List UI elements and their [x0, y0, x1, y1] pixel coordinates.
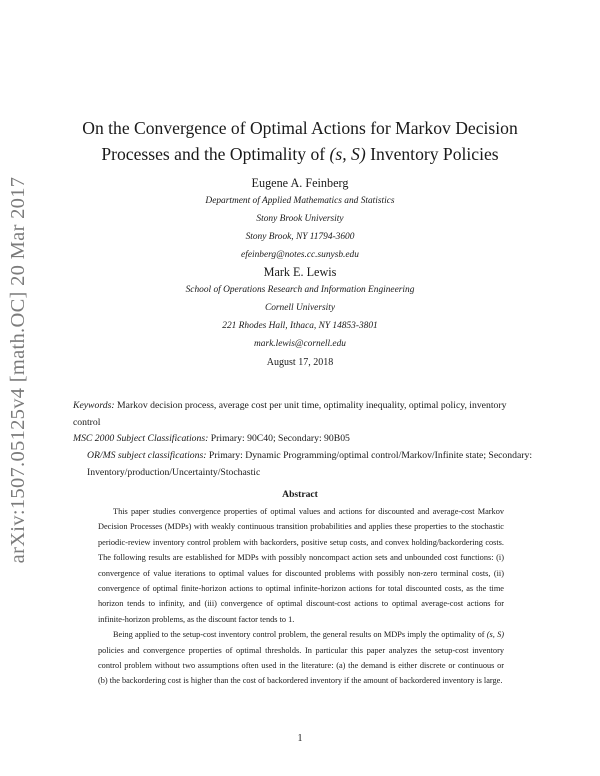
keywords-label: Keywords: [73, 400, 115, 411]
abstract-body [98, 504, 504, 689]
msc-label: MSC 2000 Subject Classifications: [73, 433, 209, 444]
author-1-name: Eugene A. Feinberg [251, 176, 349, 190]
orms-label: OR/MS subject classifications: [87, 450, 207, 461]
author-2-department: School of Operations Research and Information Engineering [185, 285, 415, 295]
abstract-p2-start: Being applied to the setup-cost inventory control problem, the general results on MDPs imply the optimality of [113, 630, 487, 640]
title-line-1: On the Convergence of Optimal Actions for Markov Decision [82, 118, 518, 138]
keywords-text: Markov decision process, average cost per unit time, optimality inequality, optimal policy, inventory control [73, 400, 507, 428]
abstract-paragraph-1: This paper studies convergence properties of optimal values and actions for discounted and average-cost Markov Decision Processes (MDPs) with weakly continuous transition probabilities and applies these properties to the stochastic periodic-review inventory control problem with backorders, positive setup costs, and convex holding/backordering costs. The following results are established for MDPs with possibly noncompact action sets and unbounded cost functions: (i) convergence of value iterations to optimal values for discounted problems with possibly non-zero terminal costs, (ii) convergence of optimal finite-horizon actions to optimal infinite-horizon actions for total discounted costs, as the time horizon tends to infinity, and (iii) convergence of optimal discount-cost actions to optimal average-cost actions for infinite-horizon problems, as the discount factor tends to 1. [98, 507, 504, 624]
author-1-university: Stony Brook University [256, 214, 344, 224]
author-1-department: Department of Applied Mathematics and Statistics [205, 196, 395, 206]
author-2-name: Mark E. Lewis [263, 265, 337, 279]
abstract-math: (s, S) [486, 630, 504, 640]
paper-title [70, 115, 530, 167]
author-2-university: Cornell University [264, 303, 336, 313]
author-2-address: 221 Rhodes Hall, Ithaca, NY 14853-3801 [222, 321, 378, 331]
author-1-email: efeinberg@notes.cc.sunysb.edu [241, 250, 359, 260]
abstract-heading: Abstract [282, 489, 318, 500]
abstract-paragraph-2 [98, 627, 504, 689]
keywords [73, 397, 533, 431]
arxiv-identifier: arXiv:1507.05125v4 [math.OC] 20 Mar 2017 [7, 176, 29, 564]
page-number: 1 [297, 733, 303, 744]
author-1-address: Stony Brook, NY 11794-3600 [245, 232, 355, 242]
orms-classification [87, 447, 533, 481]
msc-text: Primary: 90C40; Secondary: 90B05 [208, 433, 350, 444]
title-line-2 [70, 141, 530, 167]
orms-text: Primary: Dynamic Programming/optimal control/Markov/Infinite state; Secondary: Inventory/production/Uncertainty/Stochastic [87, 450, 533, 478]
msc-classification [73, 430, 533, 447]
title-math: (s, S) [329, 144, 366, 164]
abstract-p2-end: policies and convergence properties of optimal thresholds. In particular this paper analyzes the setup-cost inventory control problem without two assumptions often used in the literature: (a) the demand is either discrete or continuous or (b) the backordering cost is higher than the cost of backordered inventory if the amount of backordered inventory is large. [98, 645, 504, 686]
title-line-2-text: Processes and the Optimality of [101, 144, 330, 164]
title-line-2-end: Inventory Policies [365, 144, 499, 164]
paper-date: August 17, 2018 [266, 357, 334, 368]
author-2-email: mark.lewis@cornell.edu [254, 339, 346, 349]
